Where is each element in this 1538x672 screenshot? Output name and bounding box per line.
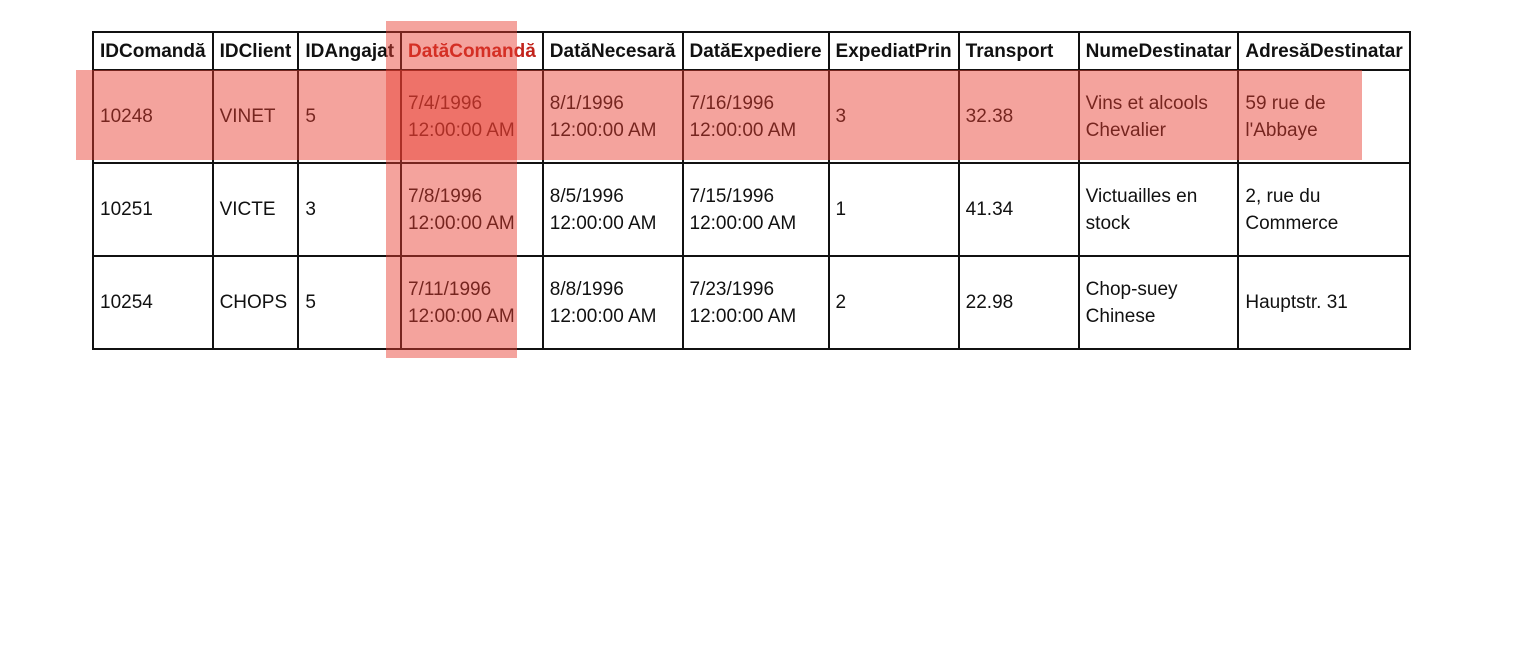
cell-ship-via: 2 <box>829 256 959 349</box>
cell-shipped-date: 7/23/1996 12:00:00 AM <box>683 256 829 349</box>
cell-ship-address: Hauptstr. 31 <box>1238 256 1409 349</box>
column-header-order-date: DatăComandă <box>401 32 543 70</box>
cell-order-id: 10251 <box>93 163 213 256</box>
cell-order-id: 10254 <box>93 256 213 349</box>
cell-customer-id: VINET <box>213 70 299 163</box>
cell-employee-id: 5 <box>298 256 401 349</box>
table-row <box>93 70 1410 163</box>
cell-order-date: 7/11/1996 12:00:00 AM <box>401 256 543 349</box>
header-row <box>93 32 1410 70</box>
column-header-order-id: IDComandă <box>93 32 213 70</box>
cell-order-date: 7/4/1996 12:00:00 AM <box>401 70 543 163</box>
cell-shipped-date: 7/15/1996 12:00:00 AM <box>683 163 829 256</box>
column-header-ship-address: AdresăDestinatar <box>1238 32 1409 70</box>
cell-freight: 41.34 <box>959 163 1079 256</box>
column-header-ship-name: NumeDestinatar <box>1079 32 1239 70</box>
cell-employee-id: 5 <box>298 70 401 163</box>
cell-ship-address: 2, rue du Commerce <box>1238 163 1409 256</box>
cell-freight: 22.98 <box>959 256 1079 349</box>
cell-required-date: 8/1/1996 12:00:00 AM <box>543 70 683 163</box>
cell-ship-name: Chop-suey Chinese <box>1079 256 1239 349</box>
cell-required-date: 8/5/1996 12:00:00 AM <box>543 163 683 256</box>
table-row <box>93 256 1410 349</box>
cell-ship-name: Vins et alcools Chevalier <box>1079 70 1239 163</box>
column-header-required-date: DatăNecesară <box>543 32 683 70</box>
column-header-employee-id: IDAngajat <box>298 32 401 70</box>
cell-ship-name: Victuailles en stock <box>1079 163 1239 256</box>
column-header-freight: Transport <box>959 32 1079 70</box>
cell-ship-via: 3 <box>829 70 959 163</box>
cell-order-date: 7/8/1996 12:00:00 AM <box>401 163 543 256</box>
cell-customer-id: VICTE <box>213 163 299 256</box>
column-header-ship-via: ExpediatPrin <box>829 32 959 70</box>
cell-employee-id: 3 <box>298 163 401 256</box>
cell-freight: 32.38 <box>959 70 1079 163</box>
cell-customer-id: CHOPS <box>213 256 299 349</box>
cell-shipped-date: 7/16/1996 12:00:00 AM <box>683 70 829 163</box>
table-row <box>93 163 1410 256</box>
cell-ship-address: 59 rue de l'Abbaye <box>1238 70 1409 163</box>
column-header-shipped-date: DatăExpediere <box>683 32 829 70</box>
cell-ship-via: 1 <box>829 163 959 256</box>
cell-required-date: 8/8/1996 12:00:00 AM <box>543 256 683 349</box>
column-header-customer-id: IDClient <box>213 32 299 70</box>
cell-order-id: 10248 <box>93 70 213 163</box>
orders-table <box>92 31 1411 350</box>
